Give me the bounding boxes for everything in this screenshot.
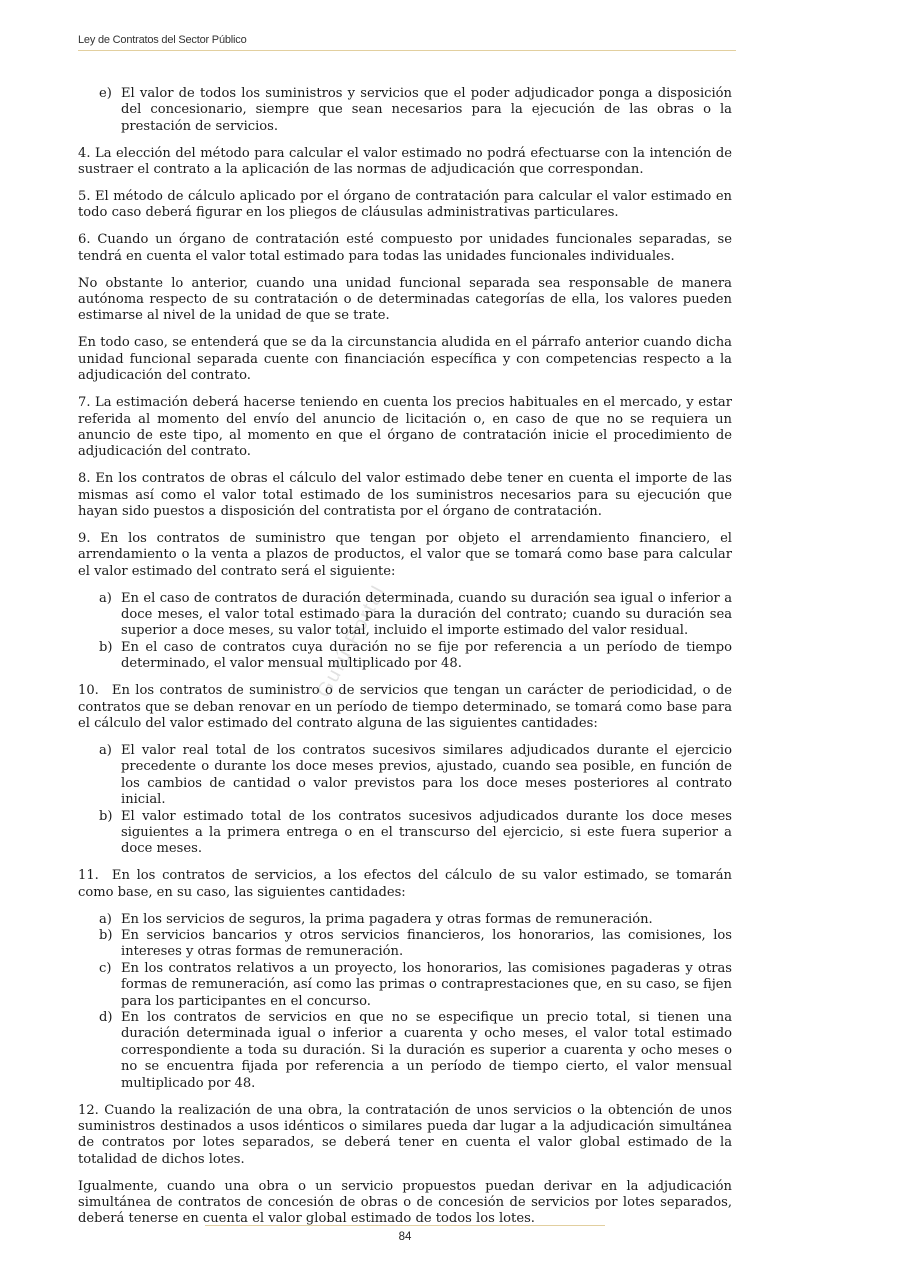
paragraph: 7. La estimación deberá hacerse teniendo en cuenta los precios habituales en el mercado, y estar referida al momento del envío del anuncio de licitación o, en caso de que no se requiera un anuncio de este tipo, al momento en que el órgano de contratación inicie el procedimiento de adjudicación del contrato. bbox=[78, 395, 732, 460]
enumerated-list bbox=[78, 86, 732, 135]
list-item-text: En los contratos relativos a un proyecto, los honorarios, las comisiones pagaderas y otras formas de remuneración, así como las primas o contraprestaciones que, en su caso, se fijen para los participantes en el concurso. bbox=[121, 960, 732, 1009]
page-number: 84 bbox=[398, 1231, 412, 1243]
document-body bbox=[78, 84, 732, 1238]
paragraph: Igualmente, cuando una obra o un servicio propuestos puedan derivar en la adjudicación simultánea de contratos de concesión de obras o de concesión de servicios por lotes separados, deberá tenerse en cuenta el valor global estimado de todos los lotes. bbox=[78, 1178, 732, 1227]
list-marker: b) bbox=[99, 808, 113, 824]
paragraph: En todo caso, se entenderá que se da la circunstancia aludida en el párrafo anterior cuando dicha unidad funcional separada cuente con financiación específica y con competencias respecto a la adjudicación del contrato. bbox=[78, 335, 732, 384]
list-marker: a) bbox=[99, 742, 112, 758]
list-marker: a) bbox=[99, 590, 112, 606]
paragraph: No obstante lo anterior, cuando una unidad funcional separada sea responsable de manera autónoma respecto de su contratación o de determinadas categorías de ella, los valores pueden estimarse al nivel de la unidad de que se trate. bbox=[78, 275, 732, 324]
paragraph: 4. La elección del método para calcular el valor estimado no podrá efectuarse con la intención de sustraer el contrato a la aplicación de las normas de adjudicación que correspondan. bbox=[78, 145, 732, 178]
list-item bbox=[78, 86, 732, 135]
list-item-text: El valor real total de los contratos sucesivos similares adjudicados durante el ejercicio precedente o durante los doce meses previos, ajustado, cuando sea posible, en función de los cambios de cantidad o valor previstos para los doce meses posteriores al contrato inicial. bbox=[121, 742, 732, 808]
list-item-text: El valor estimado total de los contratos sucesivos adjudicados durante los doce meses siguientes a la primera entrega o en el transcurso del ejercicio, si este fuera superior a doce meses. bbox=[121, 808, 732, 857]
list-item bbox=[78, 912, 732, 928]
list-marker: d) bbox=[99, 1010, 113, 1025]
list-item bbox=[78, 640, 732, 673]
list-item bbox=[78, 1010, 732, 1092]
list-marker: b) bbox=[99, 639, 113, 655]
paragraph: 8. En los contratos de obras el cálculo del valor estimado debe tener en cuenta el importe de las mismas así como el valor total estimado de los suministros necesarios para su ejecución que hayan sido puestos a disposición del contratista por el órgano de contratación. bbox=[78, 471, 732, 520]
list-marker: e) bbox=[99, 86, 112, 101]
running-header: Ley de Contratos del Sector Público bbox=[78, 34, 736, 51]
list-item bbox=[78, 961, 732, 1010]
paragraph: 9. En los contratos de suministro que tengan por objeto el arrendamiento financiero, el arrendamiento o la venta a plazos de productos, el valor que se tomará como base para calcular el valor estimado del contrato será el siguiente: bbox=[78, 530, 732, 579]
list-item bbox=[78, 809, 732, 858]
list-item-text: En el caso de contratos de duración determinada, cuando su duración sea igual o inferior a doce meses, el valor total estimado para la duración del contrato; cuando su duración sea superior a doce meses, su valor total, incluido el importe estimado del valor residual. bbox=[121, 590, 732, 639]
enumerated-list bbox=[78, 591, 732, 673]
list-marker: c) bbox=[99, 960, 112, 976]
enumerated-list bbox=[78, 912, 732, 1092]
enumerated-list bbox=[78, 743, 732, 858]
list-marker: a) bbox=[99, 911, 112, 927]
watermark: Gurú Portal bbox=[312, 581, 391, 702]
footer-rule bbox=[205, 1225, 605, 1226]
list-marker: b) bbox=[99, 927, 113, 943]
paragraph: 12. Cuando la realización de una obra, la contratación de unos servicios o la obtención de unos suministros destinados a usos idénticos o similares pueda dar lugar a la adjudicación simultánea de contratos por lotes separados, se deberá tener en cuenta el valor global estimado de la totalidad de dichos lotes. bbox=[78, 1102, 732, 1167]
paragraph: 11. En los contratos de servicios, a los efectos del cálculo de su valor estimado, se tomarán como base, en su caso, las siguientes cantidades: bbox=[78, 868, 732, 900]
list-item bbox=[78, 928, 732, 961]
list-item-text: En los servicios de seguros, la prima pagadera y otras formas de remuneración. bbox=[121, 911, 653, 927]
list-item bbox=[78, 591, 732, 640]
list-item-text: En los contratos de servicios en que no se especifique un precio total, si tienen una duración determinada igual o inferior a cuarenta y ocho meses, el valor total estimado correspondiente a toda su duración. Si la duración es superior a cuarenta y ocho meses o no se encuentra fijada por referencia a un período de tiempo cierto, el valor mensual multiplicado por 48. bbox=[121, 1010, 732, 1091]
paragraph: 5. El método de cálculo aplicado por el órgano de contratación para calcular el valor estimado en todo caso deberá figurar en los pliegos de cláusulas administrativas particulares. bbox=[78, 189, 732, 221]
list-item-text: En el caso de contratos cuya duración no se fije por referencia a un período de tiempo determinado, el valor mensual multiplicado por 48. bbox=[121, 639, 732, 672]
list-item-text: En servicios bancarios y otros servicios financieros, los honorarios, las comisiones, los intereses y otras formas de remuneración. bbox=[121, 927, 732, 960]
paragraph: 10. En los contratos de suministro o de servicios que tengan un carácter de periodicidad, o de contratos que se deban renovar en un período de tiempo determinado, se tomará como base para el cálculo del valor estimado del contrato alguna de las siguientes cantidades: bbox=[78, 683, 732, 731]
list-item-text: El valor de todos los suministros y servicios que el poder adjudicador ponga a disposición del concesionario, siempre que sean necesarios para la ejecución de las obras o la prestación de servicios. bbox=[121, 86, 732, 134]
paragraph: 6. Cuando un órgano de contratación esté compuesto por unidades funcionales separadas, se tendrá en cuenta el valor total estimado para todas las unidades funcionales individuales. bbox=[78, 232, 732, 264]
list-item bbox=[78, 743, 732, 809]
